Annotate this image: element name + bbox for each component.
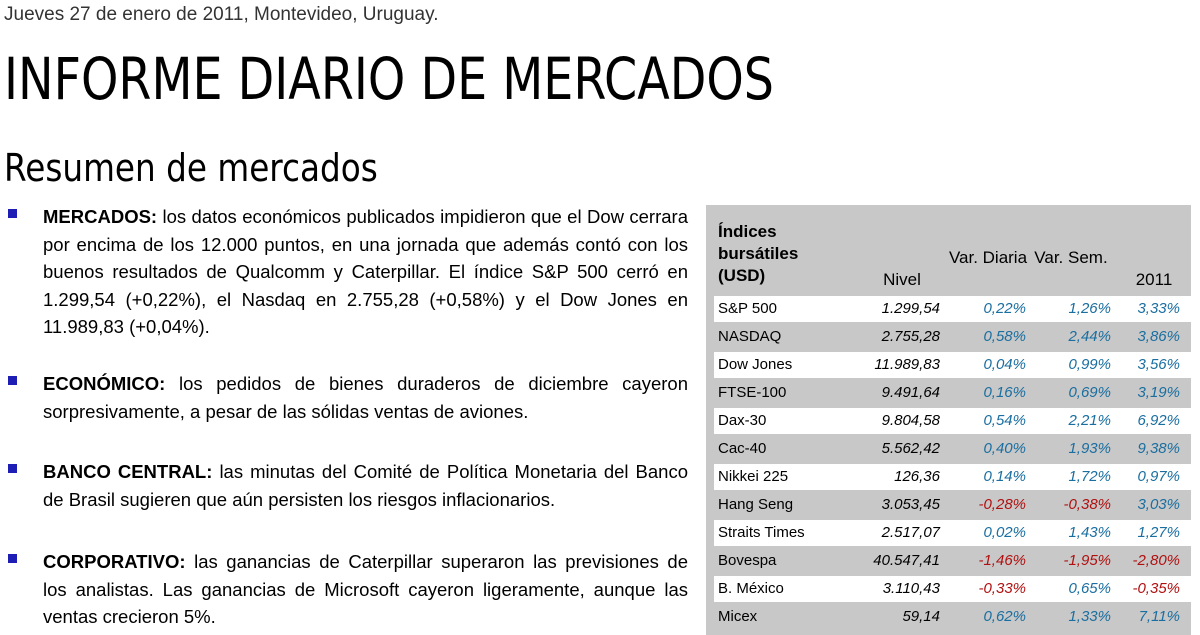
table-row — [714, 352, 1191, 378]
ytd-2011-cell: 3,33% — [1137, 300, 1180, 317]
header-var-diaria: Var. Diaria — [948, 248, 1028, 267]
market-indices-table — [706, 205, 1191, 635]
nivel-cell: 9.491,64 — [881, 384, 940, 401]
var-diaria-cell: -0,33% — [978, 580, 1026, 597]
var-semanal-cell: 0,99% — [1068, 356, 1111, 373]
table-row — [714, 548, 1191, 574]
var-semanal-cell: 0,69% — [1068, 384, 1111, 401]
nivel-cell: 40.547,41 — [873, 552, 940, 569]
table-row — [714, 520, 1191, 546]
nivel-cell: 2.755,28 — [881, 328, 940, 345]
var-diaria-cell: 0,40% — [983, 440, 1026, 457]
ytd-2011-cell: 1,27% — [1137, 524, 1180, 541]
index-name-cell: Bovespa — [718, 552, 777, 569]
ytd-2011-cell: 3,86% — [1137, 328, 1180, 345]
square-bullet-icon — [8, 209, 17, 218]
var-semanal-cell: 1,43% — [1068, 524, 1111, 541]
table-row — [714, 576, 1191, 602]
var-diaria-cell: 0,62% — [983, 608, 1026, 625]
bullet-label: ECONÓMICO: — [43, 373, 166, 394]
index-name-cell: NASDAQ — [718, 328, 782, 345]
nivel-cell: 5.562,42 — [881, 440, 940, 457]
var-semanal-cell: 1,33% — [1068, 608, 1111, 625]
ytd-2011-cell: 9,38% — [1137, 440, 1180, 457]
index-name-cell: B. México — [718, 580, 784, 597]
nivel-cell: 3.053,45 — [881, 496, 940, 513]
nivel-cell: 126,36 — [894, 468, 940, 485]
square-bullet-icon — [8, 464, 17, 473]
index-name-cell: Dow Jones — [718, 356, 793, 373]
nivel-cell: 3.110,43 — [882, 580, 940, 597]
ytd-2011-cell: -0,35% — [1132, 580, 1180, 597]
bullet-text: los datos económicos publicados impidieron que el Dow cerrara por encima de los 12.000 puntos, en una jornada que además contó con los buenos resultados de Qualcomm y Caterpillar. El índice S&P 500 cerró en 1.299,54 (+0,22%), el Nasdaq en 2.755,28 (+0,58%) y el Dow Jones en 11.989,83 (+0,04%). — [43, 206, 688, 337]
var-semanal-cell: 1,72% — [1068, 468, 1111, 485]
bullet-text: los pedidos de bienes duraderos de diciembre cayeron sorpresivamente, a pesar de las sólidas ventas de aviones. — [43, 373, 688, 422]
ytd-2011-cell: 6,92% — [1137, 412, 1180, 429]
nivel-cell: 1.299,54 — [881, 300, 940, 317]
bullet-label: CORPORATIVO: — [43, 551, 186, 572]
table-row — [714, 464, 1191, 490]
ytd-2011-cell: 3,56% — [1137, 356, 1180, 373]
square-bullet-icon — [8, 554, 17, 563]
nivel-cell: 59,14 — [902, 608, 940, 625]
index-name-cell: Micex — [718, 608, 758, 625]
table-row — [714, 324, 1191, 350]
bullet-text: las minutas del Comité de Política Monetaria del Banco de Brasil sugieren que aún persisten los riesgos inflacionarios. — [43, 461, 688, 510]
var-diaria-cell: 0,22% — [983, 300, 1026, 317]
table-row — [714, 604, 1191, 630]
table-row — [714, 380, 1191, 406]
var-diaria-cell: -0,28% — [978, 496, 1026, 513]
var-semanal-cell: -0,38% — [1063, 496, 1111, 513]
index-name-cell: FTSE-100 — [718, 384, 787, 401]
var-semanal-cell: 2,44% — [1068, 328, 1111, 345]
header-var-semanal: Var. Sem. — [1034, 248, 1108, 267]
index-name-cell: Hang Seng — [718, 496, 794, 513]
var-diaria-cell: 0,14% — [983, 468, 1026, 485]
nivel-cell: 9.804,58 — [881, 412, 940, 429]
ytd-2011-cell: 3,19% — [1137, 384, 1180, 401]
var-diaria-cell: -1,46% — [978, 552, 1026, 569]
ytd-2011-cell: 3,03% — [1137, 496, 1180, 513]
header-index: Índices bursátiles (USD) — [718, 222, 799, 285]
table-row — [714, 408, 1191, 434]
bullet-body — [43, 203, 688, 341]
bullet-label: MERCADOS: — [43, 206, 158, 227]
var-diaria-cell: 0,58% — [983, 328, 1026, 345]
table-row — [714, 492, 1191, 518]
index-name-cell: S&P 500 — [718, 300, 777, 317]
index-name-cell: Nikkei 225 — [718, 468, 789, 485]
index-name-cell: Straits Times — [718, 524, 805, 541]
table-row — [714, 296, 1191, 322]
index-name-cell: Cac-40 — [718, 440, 767, 457]
nivel-cell: 11.989,83 — [874, 356, 940, 373]
var-semanal-cell: 0,65% — [1068, 580, 1111, 597]
var-semanal-cell: 2,21% — [1068, 412, 1111, 429]
var-diaria-cell: 0,02% — [983, 524, 1026, 541]
header-nivel: Nivel — [883, 270, 921, 289]
bullet-text: las ganancias de Caterpillar superaron las previsiones de los analistas. Las ganancias de Microsoft cayeron ligeramente, aunque las ventas crecieron 5%. — [43, 551, 688, 627]
ytd-2011-cell: 0,97% — [1137, 468, 1180, 485]
var-semanal-cell: 1,26% — [1068, 300, 1111, 317]
bullet-body — [43, 548, 688, 631]
var-diaria-cell: 0,16% — [983, 384, 1026, 401]
var-semanal-cell: 1,93% — [1068, 440, 1111, 457]
var-semanal-cell: -1,95% — [1063, 552, 1111, 569]
ytd-2011-cell: 7,11% — [1138, 608, 1180, 625]
var-diaria-cell: 0,54% — [983, 412, 1026, 429]
square-bullet-icon — [8, 376, 17, 385]
ytd-2011-cell: -2,80% — [1132, 552, 1180, 569]
dateline: Jueves 27 de enero de 2011, Montevideo, Uruguay. — [4, 4, 439, 25]
page-title: INFORME DIARIO DE MERCADOS — [4, 45, 775, 113]
bullet-body — [43, 458, 688, 513]
table-row — [714, 436, 1191, 462]
index-name-cell: Dax-30 — [718, 412, 767, 429]
section-subtitle: Resumen de mercados — [4, 146, 378, 190]
var-diaria-cell: 0,04% — [983, 356, 1026, 373]
bullet-body — [43, 370, 688, 425]
header-2011: 2011 — [1135, 270, 1173, 289]
table-header — [706, 205, 1191, 295]
nivel-cell: 2.517,07 — [881, 524, 940, 541]
bullet-label: BANCO CENTRAL: — [43, 461, 213, 482]
